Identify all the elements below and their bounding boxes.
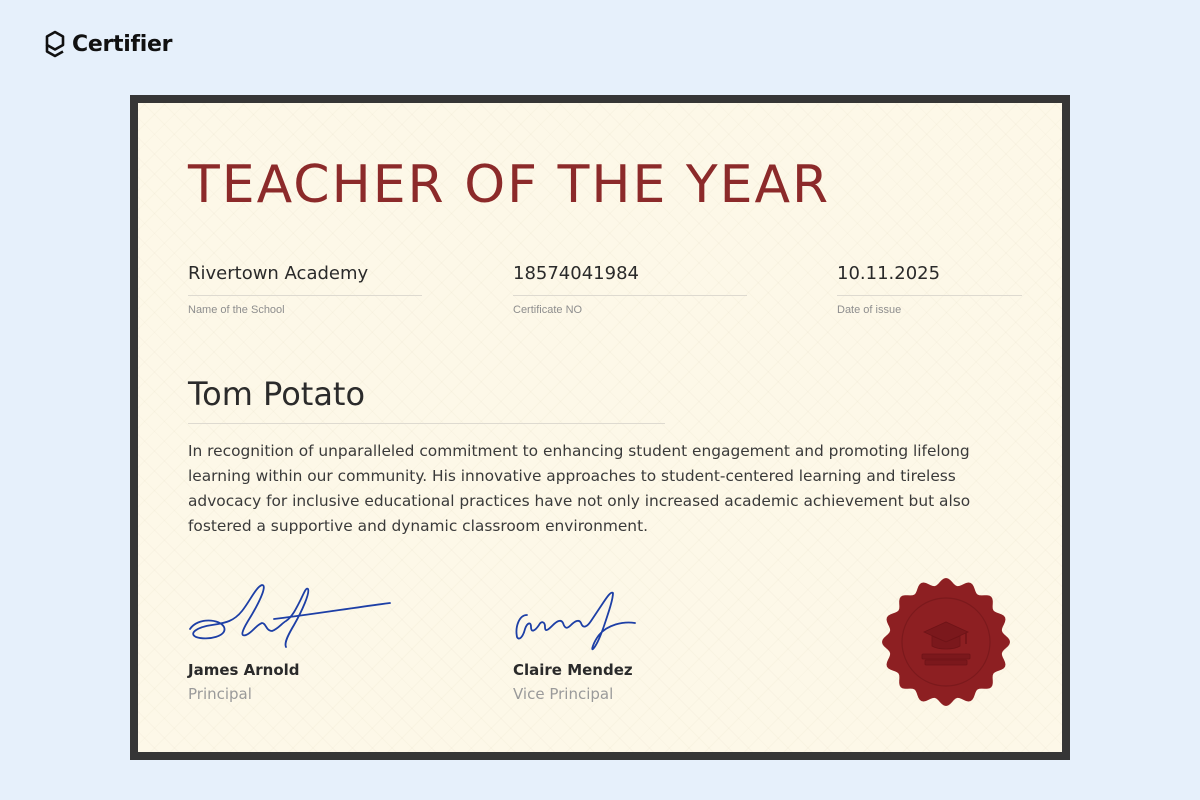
certificate-description: In recognition of unparalleled commitment to enhancing student engagement and promoting lifelong learning within our community. His innovative approaches to student-centered learning and tireless advocacy for inclusive educational practices have not only increased academic achievement but also fostered a supportive and dynamic classroom environment.: [188, 442, 971, 535]
vice-principal-signature: [513, 581, 723, 661]
principal-name: James Arnold: [188, 661, 300, 679]
vice-principal-role: Vice Principal: [513, 685, 614, 703]
principal-role: Principal: [188, 685, 252, 703]
signature-block-vice-principal: [513, 581, 743, 703]
school-name-field: [188, 263, 422, 316]
certificate-frame: [130, 95, 1070, 760]
signature-block-principal: [188, 581, 418, 703]
vice-principal-name: Claire Mendez: [513, 661, 633, 679]
brand-name: Certifier: [72, 31, 173, 57]
recipient-name: Tom Potato: [188, 375, 665, 424]
brand-logo[interactable]: [44, 30, 172, 58]
issue-date-value: 10.11.2025: [837, 263, 1022, 296]
school-name-value: Rivertown Academy: [188, 263, 422, 296]
certificate-title: TEACHER OF THE YEAR: [188, 155, 831, 215]
issue-date-label: Date of issue: [837, 304, 902, 316]
certificate-number-field: [513, 263, 747, 316]
issue-date-field: [837, 263, 1022, 316]
certificate-paper: [138, 103, 1062, 752]
certificate-number-value: 18574041984: [513, 263, 747, 296]
principal-signature: [188, 581, 398, 661]
certificate-number-label: Certificate NO: [513, 304, 583, 316]
school-name-label: Name of the School: [188, 304, 285, 316]
certifier-logo-icon: [44, 30, 66, 58]
wax-seal-icon: [880, 576, 1012, 708]
